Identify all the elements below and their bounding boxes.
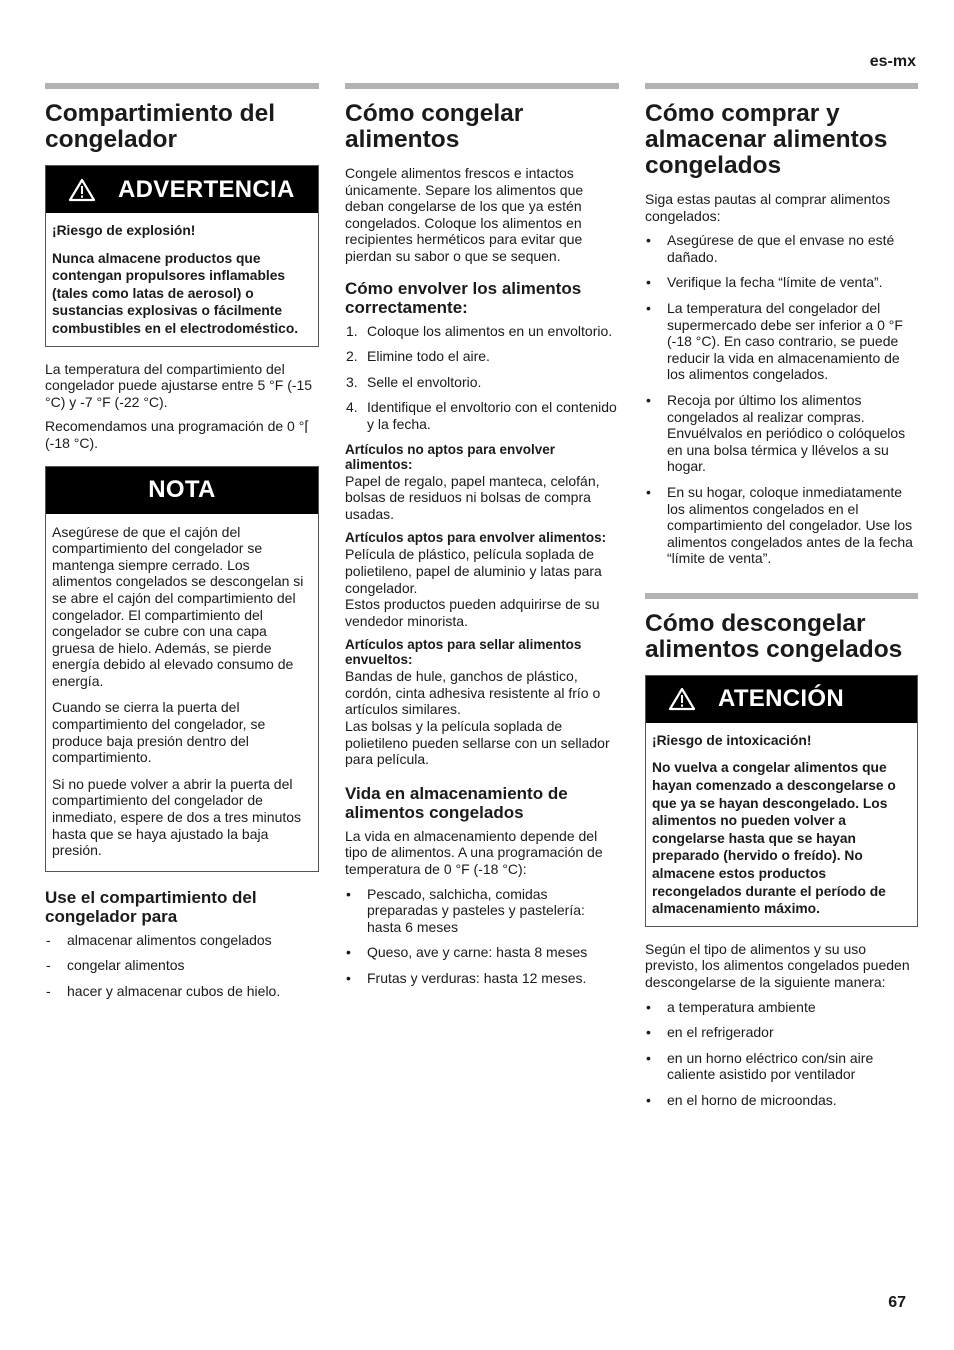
buying-list (645, 232, 918, 567)
warning-text: Nunca almacene productos que contengan propulsores inflamables (tales como latas de aerosol) o sustancias explosivas o fácilmente combustibles en el electrodoméstico. (52, 250, 299, 336)
list-item: 2. Elimine todo el aire. (346, 348, 490, 365)
section-title-buying: Cómo comprar y almacenar alimentos congelados (645, 100, 888, 179)
list-item: - hacer y almacenar cubos de hielo. (46, 983, 281, 999)
list-item: - almacenar alimentos congelados (46, 931, 272, 948)
caution-header (646, 676, 917, 723)
not-suitable-text: Papel de regalo, papel manteca, celofán, bolsas de residuos ni bolsas de compra usadas. (345, 472, 600, 522)
column-freezer-compartment (45, 83, 319, 1009)
list-item: • La temperatura del congelador del supermercado debe ser inferior a 0 °F (-18 °C). En caso contrario, se puede reducir la vida en almacenamiento de los alimentos congelados. (646, 299, 903, 383)
section-rule (345, 83, 619, 89)
warning-triangle-icon (46, 178, 118, 202)
warning-box (45, 165, 319, 347)
note-paragraph: Cuando se cierra la puerta del compartimiento del congelador, se produce baja presión dentro del compartimiento. (52, 699, 266, 766)
list-item: • a temperatura ambiente (646, 998, 816, 1015)
list-item: • Queso, ave y carne: hasta 8 meses (346, 944, 588, 961)
language-code: es-mx (869, 53, 916, 70)
caution-label: ATENCIÓN (718, 685, 844, 713)
section-rule (645, 593, 918, 599)
list-item: • Asegúrese de que el envase no esté dañado. (646, 232, 895, 265)
use-list (45, 932, 319, 1000)
list-item: • en un horno eléctrico con/sin aire caliente asistido por ventilador (646, 1049, 874, 1083)
list-item: 1. Coloque los alimentos en un envoltorio. (346, 322, 613, 339)
seal-text: Bandas de hule, ganchos de plástico, cordón, cinta adhesiva resistente al frío o artículos similares. (345, 668, 601, 718)
note-header (46, 467, 318, 514)
seal-heading: Artículos aptos para sellar alimentos envueltos: (345, 637, 582, 668)
storage-life-heading: Vida en almacenamiento de alimentos congelados (345, 783, 568, 822)
list-item: 4. Identifique el envoltorio con el contenido y la fecha. (346, 399, 617, 432)
warning-label: ADVERTENCIA (118, 175, 295, 203)
warning-triangle-icon (646, 687, 718, 711)
temperature-range-text: La temperatura del compartimiento del congelador puede ajustarse entre 5 °F (-15 °C) y -7 °F (-22 °C). (45, 360, 313, 410)
note-paragraph: Asegúrese de que el cajón del compartimiento del congelador se mantenga siempre cerrado. Los alimentos congelados se descongelan si se abre el cajón del compartimiento del congelador. El compartimiento del congelador se cubre con una capa gruesa de hielo. Además, se pierde energía debido al elevado consumo de energía. (52, 523, 304, 689)
caution-text: No vuelva a congelar alimentos que hayan comenzado a descongelarse o que ya se hayan descongelado. Los alimentos no pueden volver a congelarse hasta que se hayan preparado (hervido o freído). No almacene estos productos recongelados durante el período de almacenamiento máximo. (652, 760, 896, 917)
freezing-intro: Congele alimentos frescos e intactos únicamente. Separe los alimentos que deban congelarse de los que ya estén congelados. Coloque los alimentos en recipientes herméticos para evitar que pierdan su sabor o que se sequen. (345, 165, 584, 264)
not-suitable-heading: Artículos no aptos para envolver alimentos: (345, 441, 556, 472)
note-label: NOTA (148, 476, 216, 504)
storage-life-list (345, 886, 619, 987)
page-number: 67 (888, 1294, 906, 1311)
caution-box (645, 675, 918, 927)
warning-risk: ¡Riesgo de explosión! (52, 223, 196, 238)
note-box (45, 466, 319, 872)
list-item: • Pescado, salchicha, comidas preparadas y pasteles y pastelería: hasta 6 meses (346, 885, 585, 935)
section-title-freezing: Cómo congelar alimentos (345, 100, 524, 153)
suitable-heading: Artículos aptos para envolver alimentos: (345, 530, 607, 546)
buying-intro: Siga estas pautas al comprar alimentos congelados: (645, 191, 891, 224)
section-rule (45, 83, 319, 89)
list-item: • Frutas y verduras: hasta 12 meses. (346, 970, 587, 986)
section-rule (645, 83, 918, 89)
suitable-text: Película de plástico, película soplada de polietileno, papel de aluminio y latas para congelador. (345, 546, 602, 596)
wrap-heading: Cómo envolver los alimentos correctamente: (345, 278, 582, 317)
list-item: 3. Selle el envoltorio. (346, 373, 482, 390)
seal-text-2: Las bolsas y la película soplada de polietileno pueden sellarse con un sellador para película. (345, 718, 610, 768)
recommended-setting-text: Recomendamos una programación de 0 °⌈ (-18 °C). (45, 418, 310, 451)
wrap-steps (345, 323, 619, 433)
use-heading: Use el compartimiento del congelador para (45, 887, 257, 926)
section-title-freezer: Compartimiento del congelador (45, 100, 276, 153)
column-freezing-food (345, 83, 619, 996)
section-title-thawing: Cómo descongelar alimentos congelados (645, 609, 903, 663)
column-buying-storing (645, 83, 918, 1118)
list-item: • Recoja por último los alimentos congelados al realizar compras. Envuélvalos en periódico o colóquelos en una bolsa térmica y llévelos a su hogar. (646, 391, 906, 475)
note-paragraph: Si no puede volver a abrir la puerta del compartimiento del congelador de inmediato, espere de dos a tres minutos hasta que se haya ajustado la baja presión. (52, 775, 302, 859)
caution-risk: ¡Riesgo de intoxicación! (652, 732, 812, 748)
suitable-text-2: Estos productos pueden adquirirse de su vendedor minorista. (345, 596, 600, 629)
warning-header (46, 166, 318, 213)
list-item: • en el refrigerador (646, 1024, 774, 1041)
thawing-list (645, 999, 918, 1109)
thawing-text: Según el tipo de alimentos y su uso previsto, los alimentos congelados pueden descongelarse de la siguiente manera: (645, 940, 910, 990)
list-item: • Verifique la fecha “límite de venta”. (646, 274, 883, 291)
list-item: - congelar alimentos (46, 957, 185, 974)
list-item: • En su hogar, coloque inmediatamente los alimentos congelados en el compartimiento del congelador. Use los alimentos congelados antes de la fecha “límite de venta”. (646, 483, 913, 567)
storage-life-text: La vida en almacenamiento depende del tipo de alimentos. A una programación de temperatura de 0 °F (-18 °C): (345, 827, 603, 878)
list-item: • en el horno de microondas. (646, 1091, 837, 1108)
